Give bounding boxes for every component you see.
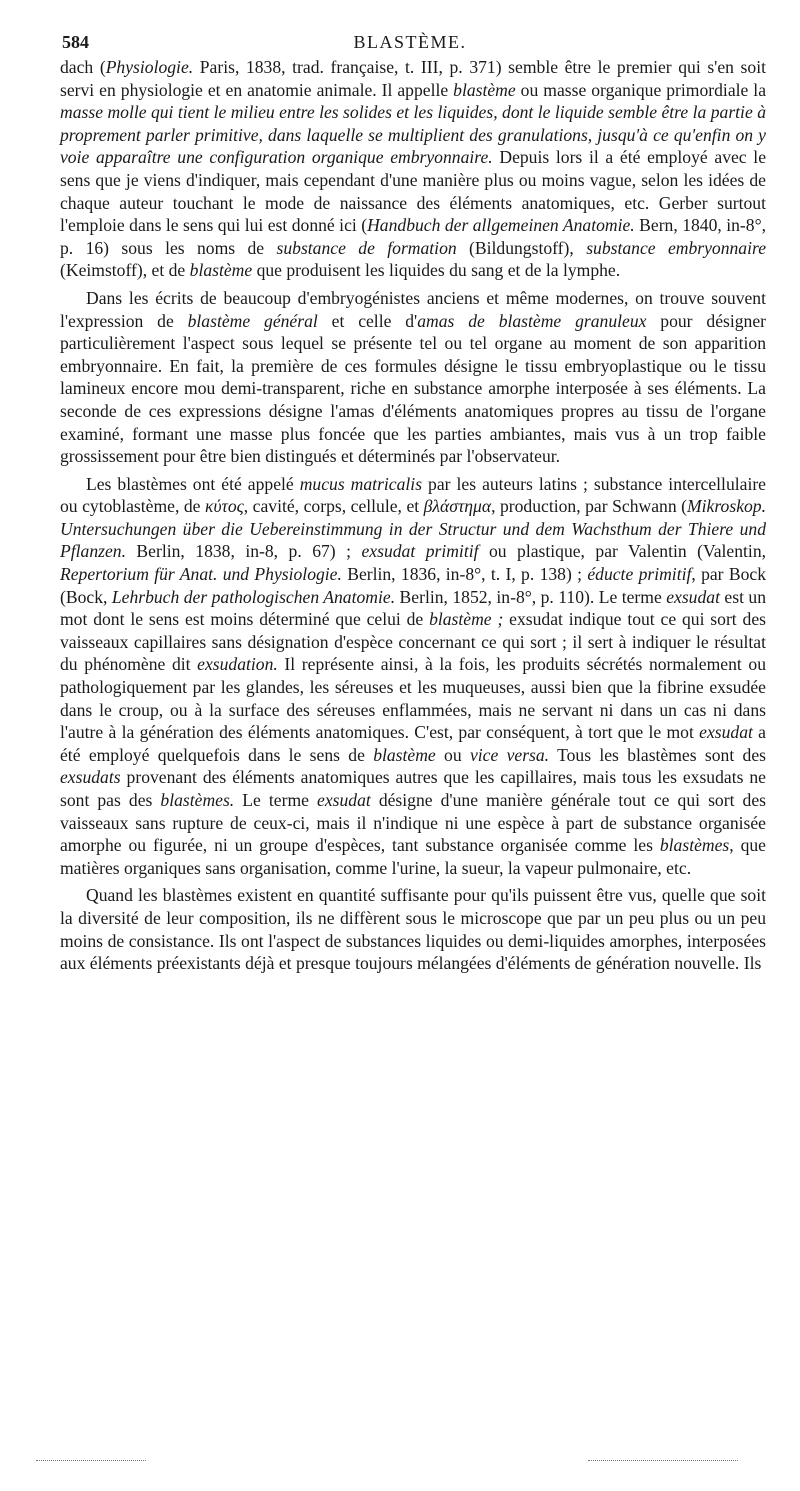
text-run: Les blastèmes ont été appelé — [86, 473, 300, 494]
page-number: 584 — [62, 32, 89, 52]
italic-text: mucus matricalis — [299, 473, 423, 494]
text-run: pour désigner particulièrement l'aspect sous lequel se présente tel ou tel organe au moment de son apparition embryonnaire. En fait, la première de ces formules désigne le tissu embryoplastique ou le tissu lamineux encore mou demi-transparent, riche en substance amorphe interposée à ses éléments. La seconde de ces expressions désigne l'amas d'éléments anatomiques propres au tissu de l'organe examiné, formant une masse plus foncée que les parties ambiantes, mais vus à un trop faible grossissement pour être bien distingués et déterminés par l'observateur. — [60, 310, 767, 467]
text-run: ou masse organique primordiale la — [515, 79, 767, 100]
text-run: , par Bock (Bock, — [60, 564, 766, 607]
text-run: provenant des éléments anatomiques autres que les capillaires, mais tous les exsudats ne sont pas des — [60, 767, 766, 810]
text-run: que produisent les liquides du sang et de la lymphe. — [252, 260, 621, 281]
italic-text: blastème — [453, 79, 516, 100]
italic-text: blastèmes — [659, 835, 730, 856]
text-run: , que matières organiques sans organisation, comme l'urine, la sueur, la vapeur pulmonaire, etc. — [60, 835, 766, 878]
italic-text: βλάστημα — [423, 496, 492, 517]
text-run: (Keimstoff), et de — [60, 260, 190, 281]
paragraph — [60, 884, 766, 974]
italic-text: exsudat — [666, 586, 720, 607]
text-run: Paris, 1838, trad. française, t. III, p. 371) semble être le premier qui s'en soit servi en physiologie et en anatomie animale. Il appelle — [60, 57, 766, 100]
italic-text: substance de formation — [276, 237, 457, 258]
italic-text: blastème ; — [429, 609, 504, 630]
italic-text: Handbuch der allgemeinen Anatomie. — [367, 215, 635, 236]
text-run: Depuis lors il a été employé avec le sens que je viens d'indiquer, mais cependant d'une manière plus ou moins vague, selon les idées de chaque auteur touchant le mode de naissance des éléments anatomiques, etc. Gerber surtout l'emploie dans le sens qui lui est donné ici ( — [60, 147, 767, 236]
italic-text: blastème — [373, 744, 436, 765]
text-run: Berlin, 1852, in-8°, p. 110). Le terme — [395, 586, 667, 607]
text-run: par les auteurs latins ; substance intercellulaire ou cytoblastème, de — [60, 473, 766, 517]
italic-text: Lehrbuch der pathologischen Anatomie. — [111, 586, 396, 607]
text-run: ou — [435, 744, 470, 765]
text-run: Le terme — [234, 790, 318, 810]
italic-text: exsudat — [699, 722, 753, 743]
italic-text: blastèmes. — [160, 790, 235, 810]
text-run: Berlin, 1838, in-8, p. 67) ; — [125, 541, 362, 562]
italic-text: Repertorium für Anat. und Physiologie. — [60, 564, 342, 585]
italic-text: exsudation. — [197, 654, 278, 675]
paragraph — [60, 287, 766, 468]
footer-rule-left — [36, 1460, 146, 1461]
text-run: Dans les écrits de beaucoup d'embryogénistes anciens et même modernes, on trouve souvent l'expression de — [60, 287, 766, 331]
italic-text: amas de blastème granuleux — [417, 310, 647, 331]
page-body — [60, 56, 766, 980]
page-header — [50, 28, 770, 54]
text-run: Berlin, 1836, in-8°, t. I, p. 138) ; — [341, 564, 588, 585]
italic-text: exsudat primitif — [361, 541, 479, 562]
text-run: , cavité, corps, cellule, et — [243, 496, 424, 517]
text-run: a été employé quelquefois dans le sens de — [60, 722, 766, 765]
italic-text: blastème général — [187, 310, 318, 331]
italic-text: exsudats — [60, 767, 121, 788]
paragraph — [60, 56, 766, 282]
text-run: (Bildungstoff), — [456, 237, 587, 258]
italic-text: vice versa. — [469, 744, 550, 765]
italic-text: masse molle qui tient le milieu entre les solides et les liquides, dont le liquide semble être la partie à proprement parler primitive, dans laquelle se multiplient des granulations, jusqu'à ce qu'enfin on y voie apparaître une configuration organique embryonnaire. — [60, 102, 766, 168]
italic-text: éducte primitif — [587, 564, 692, 585]
text-run: Bern, 1840, in-8°, p. 16) sous les noms de — [60, 215, 767, 258]
text-run: est un mot dont le sens est moins déterminé que celui de — [60, 586, 767, 630]
italic-text: exsudat — [317, 790, 371, 810]
text-run: exsudat indique tout ce qui sort des vaisseaux capillaires sans désignation d'espèce concernant ce qui sort ; il sert à indiquer le résultat du phénomène dit — [60, 609, 766, 675]
italic-text: Mikroskop. Untersuchungen über die Uebereinstimmung in der Structur und dem Wachsthum der Thiere und Pflanzen. — [60, 496, 766, 562]
text-run: Tous les blastèmes sont des — [549, 744, 766, 765]
italic-text: substance embryonnaire — [586, 237, 767, 258]
footer-rule-right — [588, 1460, 738, 1461]
italic-text: blastème — [189, 260, 253, 281]
italic-text: κύτος — [205, 496, 244, 517]
text-run: dach ( — [60, 57, 106, 77]
text-run: Il représente ainsi, à la fois, les produits sécrétés normalement ou pathologiquement par les glandes, les séreuses et les muqueuses, aussi bien que la fibrine exsudée dans le croup, ou à la surface des séreuses enflammées, mais ne servant ni dans un cas ni dans l'autre à la génération des éléments anatomiques. C'est, par conséquent, à tort que le mot — [60, 654, 767, 743]
text-run: désigne d'une manière générale tout ce qui sort des vaisseaux sans rupture de ceux-ci, mais il n'indique ni une espèce à part de substance organisée amorphe ou figurée, ni un groupe d'espèces, tant substance organisée comme les — [60, 790, 766, 856]
text-run: et celle d' — [317, 310, 418, 331]
text-run: , production, par Schwann ( — [491, 496, 687, 517]
text-run: Quand les blastèmes existent en quantité suffisante pour qu'ils puissent être vus, quelle que soit la diversité de leur composition, ils ne diffèrent sous le microscope que par un peu plus ou un peu moins de consistance. Ils ont l'aspect de substances liquides ou demi-liquides amorphes, interposées aux éléments préexistants déjà et presque toujours mélangées d'éléments de génération nouvelle. Ils — [60, 885, 766, 974]
text-run: ou plastique, par Valentin (Valentin, — [478, 541, 767, 562]
paragraph — [60, 473, 766, 880]
running-head: BLASTÈME. — [353, 32, 467, 52]
italic-text: Physiologie. — [105, 57, 194, 77]
